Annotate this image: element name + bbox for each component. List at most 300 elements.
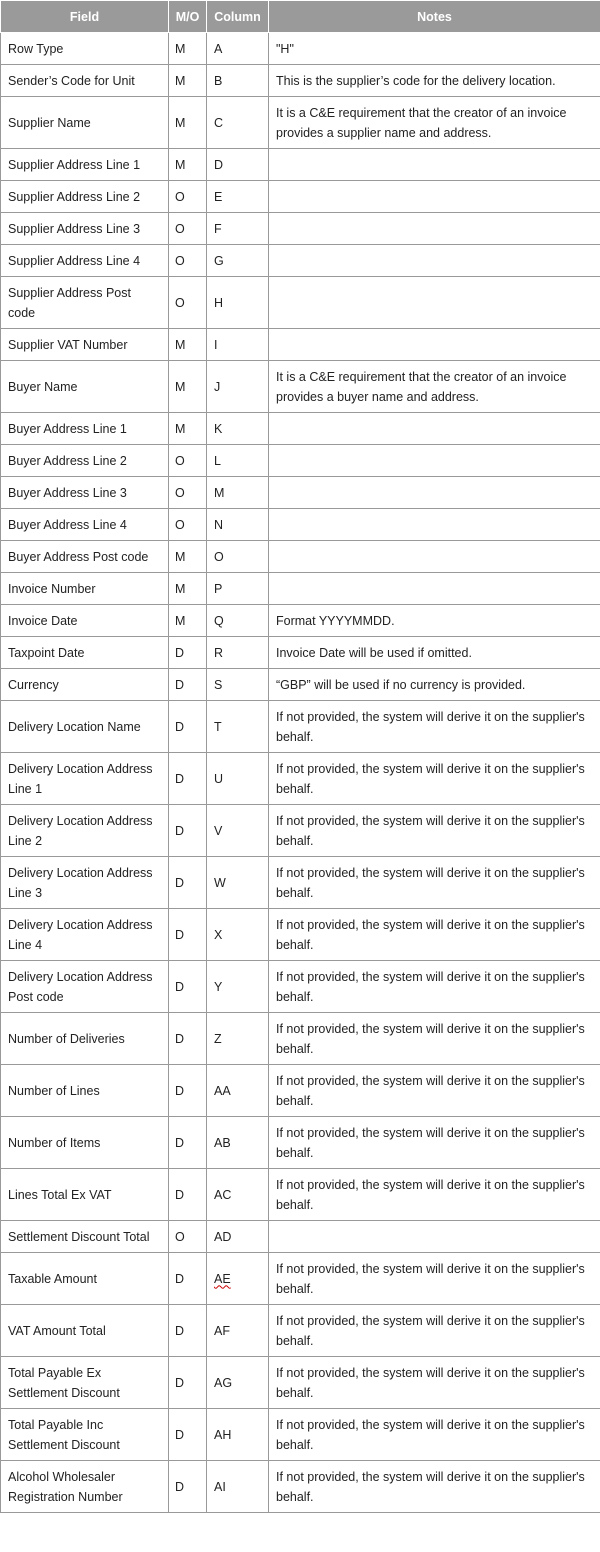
field-cell <box>1 753 169 805</box>
column-cell <box>207 669 269 701</box>
table-row <box>1 277 600 329</box>
notes-cell-text: If not provided, the system will derive it on the supplier's behalf. <box>276 1177 585 1212</box>
mo-cell-text: D <box>175 1083 185 1098</box>
column-cell <box>207 573 269 605</box>
column-cell-text: I <box>214 337 218 352</box>
column-cell <box>207 541 269 573</box>
column-cell-text: AH <box>214 1427 232 1442</box>
table-row <box>1 1169 600 1221</box>
field-cell <box>1 181 169 213</box>
mo-cell <box>169 1461 207 1513</box>
table-row <box>1 1409 600 1461</box>
column-cell-text: H <box>214 295 224 310</box>
field-cell <box>1 1305 169 1357</box>
notes-cell-text: If not provided, the system will derive it on the supplier's behalf. <box>276 1125 585 1160</box>
mo-cell-text: M <box>175 157 186 172</box>
mo-cell <box>169 329 207 361</box>
field-cell-text: Supplier Name <box>8 115 91 130</box>
notes-cell-text: If not provided, the system will derive it on the supplier's behalf. <box>276 761 585 796</box>
mo-cell-text: M <box>175 549 186 564</box>
column-cell-text: J <box>214 379 221 394</box>
mo-cell-text: D <box>175 927 185 942</box>
column-cell <box>207 181 269 213</box>
notes-cell <box>269 97 600 149</box>
mo-cell-text: M <box>175 379 186 394</box>
notes-cell <box>269 1117 600 1169</box>
field-cell-text: Number of Lines <box>8 1083 100 1098</box>
mo-cell-text: D <box>175 719 185 734</box>
column-cell <box>207 361 269 413</box>
column-cell <box>207 97 269 149</box>
mo-cell-text: O <box>175 517 185 532</box>
field-cell <box>1 669 169 701</box>
notes-cell <box>269 477 600 509</box>
field-cell-text: Buyer Address Line 3 <box>8 485 127 500</box>
column-cell-text: B <box>214 73 223 88</box>
field-cell <box>1 637 169 669</box>
mo-cell-text: M <box>175 337 186 352</box>
table-row <box>1 1357 600 1409</box>
column-cell <box>207 1013 269 1065</box>
column-cell <box>207 753 269 805</box>
field-cell <box>1 909 169 961</box>
column-cell-text: AD <box>214 1229 232 1244</box>
table-row <box>1 181 600 213</box>
table-row <box>1 1253 600 1305</box>
column-cell-text: W <box>214 875 226 890</box>
mo-cell-text: O <box>175 1229 185 1244</box>
field-cell-text: Lines Total Ex VAT <box>8 1187 112 1202</box>
column-cell <box>207 805 269 857</box>
mo-cell-text: D <box>175 1323 185 1338</box>
mo-cell <box>169 573 207 605</box>
field-cell <box>1 361 169 413</box>
notes-cell <box>269 445 600 477</box>
mo-cell <box>169 1065 207 1117</box>
mo-cell-text: D <box>175 979 185 994</box>
mo-cell-text: D <box>175 1479 185 1494</box>
field-cell <box>1 961 169 1013</box>
column-cell <box>207 961 269 1013</box>
mo-cell-text: D <box>175 771 185 786</box>
mo-cell <box>169 445 207 477</box>
column-cell-text: AI <box>214 1479 226 1494</box>
notes-cell <box>269 1305 600 1357</box>
mo-cell <box>169 213 207 245</box>
header-field: Field <box>1 1 169 33</box>
mo-cell-text: D <box>175 1187 185 1202</box>
notes-cell-text: It is a C&E requirement that the creator of an invoice provides a supplier name and address. <box>276 105 567 140</box>
mo-cell-text: O <box>175 189 185 204</box>
field-cell-text: Currency <box>8 677 59 692</box>
mo-cell-text: M <box>175 115 186 130</box>
mo-cell <box>169 477 207 509</box>
table-row <box>1 1221 600 1253</box>
column-cell-text: Z <box>214 1031 222 1046</box>
column-cell-text: AB <box>214 1135 231 1150</box>
notes-cell <box>269 181 600 213</box>
column-cell-text: Q <box>214 613 224 628</box>
notes-cell-text: "H" <box>276 41 294 56</box>
column-cell-text: AC <box>214 1187 232 1202</box>
header-column: Column <box>207 1 269 33</box>
mo-cell-text: M <box>175 73 186 88</box>
field-cell <box>1 805 169 857</box>
mo-cell <box>169 605 207 637</box>
notes-cell <box>269 1169 600 1221</box>
notes-cell <box>269 573 600 605</box>
table-row <box>1 573 600 605</box>
mo-cell <box>169 97 207 149</box>
table-row <box>1 1461 600 1513</box>
mo-cell <box>169 1221 207 1253</box>
notes-cell <box>269 857 600 909</box>
field-cell-text: Buyer Address Line 2 <box>8 453 127 468</box>
field-cell-text: Supplier Address Line 1 <box>8 157 141 172</box>
mo-cell <box>169 149 207 181</box>
field-cell-text: Settlement Discount Total <box>8 1229 150 1244</box>
column-cell-text: L <box>214 453 221 468</box>
field-cell-text: Supplier Address Line 2 <box>8 189 141 204</box>
table-row <box>1 805 600 857</box>
mo-cell-text: D <box>175 677 185 692</box>
mo-cell-text: M <box>175 41 186 56</box>
column-cell-text: AG <box>214 1375 233 1390</box>
table-row <box>1 361 600 413</box>
column-cell <box>207 605 269 637</box>
table-row <box>1 477 600 509</box>
column-cell <box>207 213 269 245</box>
mo-cell <box>169 1357 207 1409</box>
notes-cell <box>269 1065 600 1117</box>
column-cell <box>207 1221 269 1253</box>
table-row <box>1 669 600 701</box>
field-cell <box>1 1169 169 1221</box>
mo-cell <box>169 637 207 669</box>
mo-cell-text: O <box>175 485 185 500</box>
field-cell <box>1 277 169 329</box>
field-cell-text: Invoice Date <box>8 613 78 628</box>
mo-cell <box>169 1117 207 1169</box>
mo-cell <box>169 413 207 445</box>
field-cell-text: Taxable Amount <box>8 1271 97 1286</box>
header-mo: M/O <box>169 1 207 33</box>
notes-cell-text: If not provided, the system will derive it on the supplier's behalf. <box>276 917 585 952</box>
notes-cell <box>269 213 600 245</box>
field-cell <box>1 1221 169 1253</box>
notes-cell-text: If not provided, the system will derive it on the supplier's behalf. <box>276 1365 585 1400</box>
mo-cell-text: D <box>175 1135 185 1150</box>
table-header <box>1 1 600 33</box>
table-row <box>1 97 600 149</box>
column-cell <box>207 1253 269 1305</box>
field-cell <box>1 1253 169 1305</box>
field-cell-text: VAT Amount Total <box>8 1323 106 1338</box>
field-cell-text: Alcohol Wholesaler Registration Number <box>8 1469 123 1504</box>
notes-cell-text: If not provided, the system will derive it on the supplier's behalf. <box>276 813 585 848</box>
field-cell-text: Buyer Name <box>8 379 78 394</box>
column-cell <box>207 149 269 181</box>
mo-cell-text: D <box>175 1375 185 1390</box>
table-row <box>1 1065 600 1117</box>
field-cell-text: Delivery Location Address Line 4 <box>8 917 153 952</box>
column-cell <box>207 1117 269 1169</box>
notes-cell <box>269 149 600 181</box>
field-cell <box>1 857 169 909</box>
column-cell <box>207 1461 269 1513</box>
mo-cell <box>169 909 207 961</box>
notes-cell <box>269 1409 600 1461</box>
table-row <box>1 33 600 65</box>
column-cell-text: P <box>214 581 223 596</box>
header-row <box>1 1 600 33</box>
notes-cell-text: Invoice Date will be used if omitted. <box>276 645 472 660</box>
mo-cell-text: O <box>175 221 185 236</box>
field-cell <box>1 1117 169 1169</box>
table-row <box>1 413 600 445</box>
notes-cell <box>269 1013 600 1065</box>
field-cell <box>1 1013 169 1065</box>
notes-cell <box>269 701 600 753</box>
notes-cell <box>269 753 600 805</box>
field-cell <box>1 701 169 753</box>
mo-cell <box>169 181 207 213</box>
column-cell <box>207 1409 269 1461</box>
field-cell <box>1 33 169 65</box>
field-cell <box>1 65 169 97</box>
column-cell <box>207 413 269 445</box>
column-cell <box>207 477 269 509</box>
table-row <box>1 1117 600 1169</box>
field-cell-text: Supplier VAT Number <box>8 337 128 352</box>
field-cell <box>1 413 169 445</box>
column-cell-text: X <box>214 927 223 942</box>
field-cell <box>1 213 169 245</box>
notes-cell <box>269 961 600 1013</box>
field-cell-text: Delivery Location Address Line 2 <box>8 813 153 848</box>
field-cell <box>1 445 169 477</box>
notes-cell-text: “GBP” will be used if no currency is provided. <box>276 677 526 692</box>
column-cell <box>207 329 269 361</box>
notes-cell <box>269 329 600 361</box>
table-row <box>1 329 600 361</box>
mo-cell-text: D <box>175 1427 185 1442</box>
column-cell <box>207 857 269 909</box>
table-row <box>1 701 600 753</box>
mo-cell <box>169 361 207 413</box>
column-cell-text: S <box>214 677 223 692</box>
notes-cell <box>269 509 600 541</box>
column-cell <box>207 509 269 541</box>
field-cell-text: Supplier Address Line 4 <box>8 253 141 268</box>
mo-cell-text: D <box>175 823 185 838</box>
notes-cell <box>269 909 600 961</box>
field-cell-text: Delivery Location Address Post code <box>8 969 153 1004</box>
table-row <box>1 509 600 541</box>
column-cell <box>207 445 269 477</box>
notes-cell-text: If not provided, the system will derive it on the supplier's behalf. <box>276 1021 585 1056</box>
notes-cell <box>269 541 600 573</box>
column-cell-text: T <box>214 719 222 734</box>
field-cell-text: Buyer Address Line 1 <box>8 421 127 436</box>
notes-cell-text: If not provided, the system will derive it on the supplier's behalf. <box>276 1417 585 1452</box>
column-cell <box>207 1305 269 1357</box>
mo-cell <box>169 1409 207 1461</box>
notes-cell <box>269 1357 600 1409</box>
mo-cell <box>169 277 207 329</box>
mo-cell <box>169 753 207 805</box>
field-cell-text: Total Payable Ex Settlement Discount <box>8 1365 120 1400</box>
field-cell <box>1 149 169 181</box>
mo-cell-text: M <box>175 421 186 436</box>
table-row <box>1 65 600 97</box>
column-cell <box>207 245 269 277</box>
column-cell <box>207 33 269 65</box>
mo-cell <box>169 1253 207 1305</box>
table-row <box>1 909 600 961</box>
field-cell <box>1 573 169 605</box>
notes-cell <box>269 33 600 65</box>
field-cell <box>1 509 169 541</box>
column-cell-text: D <box>214 157 224 172</box>
field-cell-text: Invoice Number <box>8 581 96 596</box>
notes-cell <box>269 1461 600 1513</box>
notes-cell-text: This is the supplier’s code for the delivery location. <box>276 73 556 88</box>
field-cell <box>1 1409 169 1461</box>
column-cell <box>207 1065 269 1117</box>
field-cell-text: Delivery Location Address Line 1 <box>8 761 153 796</box>
notes-cell-text: Format YYYYMMDD. <box>276 613 395 628</box>
notes-cell <box>269 65 600 97</box>
field-cell <box>1 97 169 149</box>
field-cell-text: Buyer Address Line 4 <box>8 517 127 532</box>
field-cell-text: Sender’s Code for Unit <box>8 73 135 88</box>
notes-cell <box>269 1253 600 1305</box>
column-cell <box>207 1169 269 1221</box>
column-cell-text: F <box>214 221 222 236</box>
mo-cell <box>169 1013 207 1065</box>
column-cell-text: AF <box>214 1323 230 1338</box>
mo-cell-text: O <box>175 253 185 268</box>
mo-cell <box>169 541 207 573</box>
mo-cell-text: D <box>175 1271 185 1286</box>
field-cell-text: Row Type <box>8 41 64 56</box>
notes-cell <box>269 1221 600 1253</box>
field-cell-text: Number of Deliveries <box>8 1031 125 1046</box>
table-row <box>1 857 600 909</box>
mo-cell-text: O <box>175 295 185 310</box>
notes-cell-text: If not provided, the system will derive it on the supplier's behalf. <box>276 1073 585 1108</box>
mo-cell-text: O <box>175 453 185 468</box>
notes-cell-text: If not provided, the system will derive it on the supplier's behalf. <box>276 865 585 900</box>
notes-cell-text: If not provided, the system will derive it on the supplier's behalf. <box>276 1469 585 1504</box>
mo-cell <box>169 805 207 857</box>
mo-cell-text: D <box>175 645 185 660</box>
mo-cell <box>169 961 207 1013</box>
column-cell-text: V <box>214 823 223 838</box>
notes-cell <box>269 413 600 445</box>
table-row <box>1 637 600 669</box>
field-cell <box>1 605 169 637</box>
column-cell-text: G <box>214 253 224 268</box>
column-cell-text: R <box>214 645 224 660</box>
field-cell-text: Number of Items <box>8 1135 101 1150</box>
column-cell-text: Y <box>214 979 223 994</box>
notes-cell-text: If not provided, the system will derive it on the supplier's behalf. <box>276 1313 585 1348</box>
column-cell-text: O <box>214 549 224 564</box>
field-cell-text: Buyer Address Post code <box>8 549 149 564</box>
notes-cell <box>269 245 600 277</box>
header-notes: Notes <box>269 1 600 33</box>
table-row <box>1 1305 600 1357</box>
notes-cell-text: If not provided, the system will derive it on the supplier's behalf. <box>276 969 585 1004</box>
notes-cell-text: It is a C&E requirement that the creator of an invoice provides a buyer name and address. <box>276 369 567 404</box>
mo-cell-text: M <box>175 613 186 628</box>
mo-cell <box>169 33 207 65</box>
mo-cell-text: D <box>175 875 185 890</box>
table-row <box>1 245 600 277</box>
notes-cell <box>269 637 600 669</box>
table-body <box>1 33 600 1513</box>
field-cell <box>1 1065 169 1117</box>
mo-cell <box>169 701 207 753</box>
table-row <box>1 605 600 637</box>
mo-cell <box>169 65 207 97</box>
notes-cell-text: If not provided, the system will derive it on the supplier's behalf. <box>276 1261 585 1296</box>
field-cell-text: Delivery Location Address Line 3 <box>8 865 153 900</box>
field-cell <box>1 245 169 277</box>
notes-cell <box>269 805 600 857</box>
mo-cell-text: D <box>175 1031 185 1046</box>
table-row <box>1 541 600 573</box>
table-row <box>1 213 600 245</box>
field-cell-text: Delivery Location Name <box>8 719 141 734</box>
field-cell <box>1 477 169 509</box>
column-cell <box>207 637 269 669</box>
column-cell-text: K <box>214 421 223 436</box>
field-cell <box>1 1357 169 1409</box>
notes-cell <box>269 361 600 413</box>
table-row <box>1 1013 600 1065</box>
table-row <box>1 961 600 1013</box>
field-cell <box>1 541 169 573</box>
column-cell-text: M <box>214 485 225 500</box>
table-row <box>1 445 600 477</box>
column-cell-text: AE <box>214 1271 231 1286</box>
column-cell <box>207 277 269 329</box>
field-cell-text: Taxpoint Date <box>8 645 85 660</box>
notes-cell <box>269 669 600 701</box>
column-cell-text: AA <box>214 1083 231 1098</box>
column-cell <box>207 1357 269 1409</box>
mo-cell <box>169 509 207 541</box>
field-cell <box>1 329 169 361</box>
column-cell-text: A <box>214 41 223 56</box>
table-row <box>1 753 600 805</box>
column-cell-text: N <box>214 517 224 532</box>
notes-cell <box>269 605 600 637</box>
notes-cell <box>269 277 600 329</box>
column-cell-text: U <box>214 771 224 786</box>
column-cell-text: E <box>214 189 223 204</box>
field-cell-text: Total Payable Inc Settlement Discount <box>8 1417 120 1452</box>
column-cell <box>207 909 269 961</box>
mo-cell <box>169 669 207 701</box>
mo-cell <box>169 1169 207 1221</box>
field-cell-text: Supplier Address Post code <box>8 285 131 320</box>
field-cell-text: Supplier Address Line 3 <box>8 221 141 236</box>
field-cell <box>1 1461 169 1513</box>
